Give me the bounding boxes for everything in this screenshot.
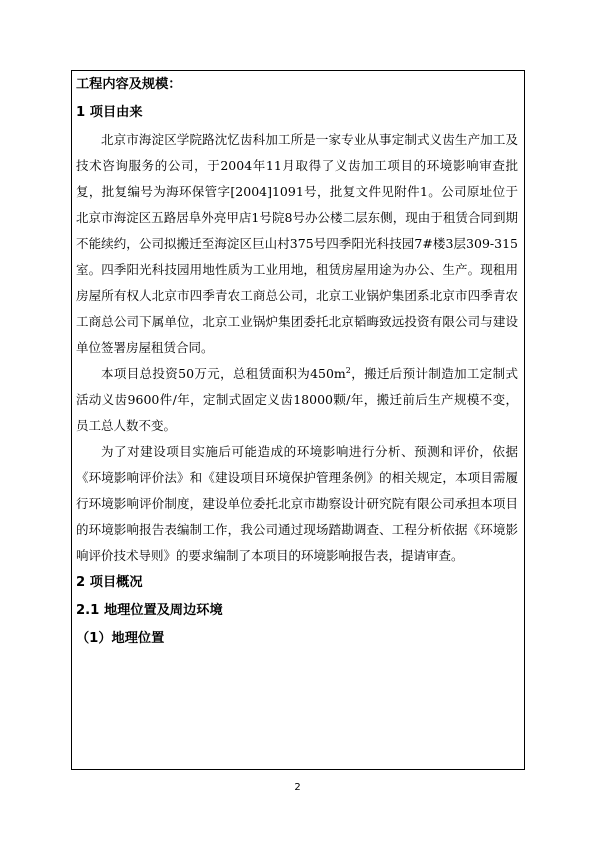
section-2-1-1-title: （1）地理位置: [76, 631, 165, 646]
content-frame: [71, 70, 525, 770]
paragraph-investment-text-a: 本项目总投资50万元，总租赁面积为450m: [101, 366, 346, 381]
paragraph-investment: [76, 361, 518, 439]
paragraph-eia-basis: 为了对建设项目实施后可能造成的环境影响进行分析、预测和评价，依据《环境影响评价法》和《建设项目环境保护管理条例》的相关规定，本项目需履行环境影响评价制度，建设单位委托北京市勘察设计研究院有限公司承担本项目的环境影响报告表编制工作，我公司通过现场踏勘调查、工程分析依据《环境影响评价技术导则》的要求编制了本项目的环境影响报告表，提请审查。: [76, 444, 518, 563]
paragraph-project-origin: 北京市海淀区学院路沈忆齿科加工所是一家专业从事定制式义齿生产加工及技术咨询服务的公司，于2004年11月取得了义齿加工项目的环境影响审查批复，批复编号为海环保管字[2004]1091号，批复文件见附件1。公司原址位于北京市海淀区五路居阜外亮甲店1号院8号办公楼二层东侧，现由于租赁合同到期不能续约，公司拟搬迁至海淀区巨山村375号四季阳光科技园7#楼3层309-315室。四季阳光科技园用地性质为工业用地，租赁房屋用途为办公、生产。现租用房屋所有权人北京市四季青农工商总公司，北京工业锅炉集团系北京市四季青农工商总公司下属单位，北京工业锅炉集团委托北京韬晦致远投资有限公司与建设单位签署房屋租赁合同。: [76, 132, 518, 355]
content-body: [76, 71, 518, 653]
page-number: 2: [294, 782, 301, 793]
area-unit-superscript: 2: [345, 365, 351, 375]
section-1-title: 1 项目由来: [76, 105, 143, 120]
section-heading: 工程内容及规模：: [76, 77, 182, 92]
paragraph-investment-text-b: ，搬迁后预计制造加工定制式活动义齿9600件/年，定制式固定义齿18000颗/年，搬迁前后生产规模不变，员工总人数不变。: [76, 366, 518, 433]
section-2-title: 2 项目概况: [76, 575, 143, 590]
section-2-1-title: 2.1 地理位置及周边环境: [76, 603, 223, 618]
